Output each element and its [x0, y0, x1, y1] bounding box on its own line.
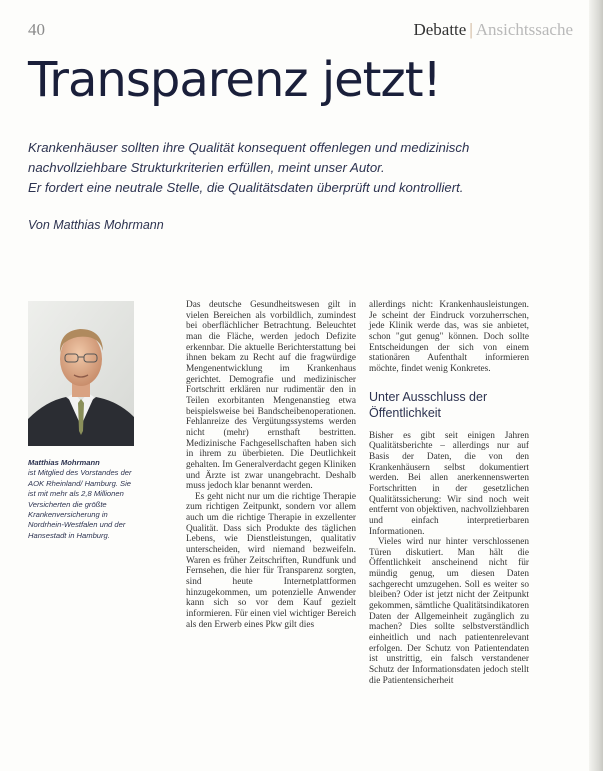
section-title: Debatte [413, 20, 467, 39]
caption-name: Matthias Mohrmann [28, 458, 100, 467]
article-column-2 [369, 300, 529, 686]
lead-line: Er fordert eine neutrale Stelle, die Qualitätsdaten überprüft und kontrolliert. [28, 180, 464, 195]
byline: Von Matthias Mohrmann [28, 218, 164, 232]
headline: Transparenz jetzt! [28, 52, 441, 108]
body-paragraph: Es geht nicht nur um die richtige Therapie zum richtigen Zeitpunkt, sondern vor allem auch um die richtige Therapie in exzellenter Qualität. Dass sich Produkte des täglichen Lebens, wie Dienstleistungen, qualitativ unterscheiden, wird niemand bezweifeln. Waren es früher Zeitschriften, Rundfunk und Fernsehen, die hier für Transparenz sorgten, sind heute Internetplattformen hinzugekommen, um potenzielle Anwender kann sich so vor dem Kauf gezielt informieren. Für einen viel wichtiger Bereich als den Erwerb eines Pkw gilt dies [186, 491, 356, 630]
page-number: 40 [28, 20, 45, 39]
section-divider: | [469, 20, 473, 39]
body-paragraph: allerdings nicht: Krankenhausleistungen. Je scheint der Eindruck vorzuherrschen, jede Klinik werde das, was sie anbietet, schon "gut genug" können. Doch sollte Entscheidungen der sich von einem stationären Aufenthalt informieren möchte, findet wenig Konkretes. [369, 300, 529, 374]
author-photo [28, 301, 134, 446]
photo-caption [28, 458, 138, 541]
section-header [413, 20, 573, 40]
portrait-image [28, 301, 134, 446]
lead-line: nachvollziehbare Strukturkriterien erfüllen, meint unser Autor. [28, 160, 385, 175]
lead-paragraph [28, 138, 568, 198]
subheading: Unter Ausschluss der Öffentlichkeit [369, 389, 488, 420]
section-subtitle: Ansichtssache [475, 20, 573, 39]
caption-text: ist Mitglied des Vorstandes der AOK Rheinland/ Hamburg. Sie ist mit mehr als 2,8 Millionen Versicherten die größte Krankenversicherung in Nordrhein-Westfalen und der Hansestadt in Hamburg. [28, 468, 132, 540]
body-paragraph: Bisher es gibt seit einigen Jahren Qualitätsberichte – allerdings nur auf Basis der Daten, die von den Krankenhäusern selbst dokumentiert werden. Bei allen anerkennenswerten Fortschritten in der gesetzlichen Qualitätssicherung: Wir sind noch weit entfernt von objektiven, nachvollziehbaren und einfach interpretierbaren Informationen. [369, 430, 529, 537]
lead-line: Krankenhäuser sollten ihre Qualität konsequent offenlegen und medizinisch [28, 140, 470, 155]
body-paragraph: Das deutsche Gesundheitswesen gilt in vielen Bereichen als vorbildlich, zumindest bei oberflächlicher Betrachtung. Beleuchtet man die Fläche, werden jedoch Defizite erkennbar. Die aktuelle Berichterstattung bei ihnen bekam zu Recht auf die fragwürdige Mengenentwicklung im Krankenhaus gerichtet. Demografie und medizinischer Fortschritt erklären nur rudimentär den in Teilen exorbitanten Mengenanstieg etwa beispielsweise bei Bandscheibenoperationen. Fehlanreize des Vergütungssystems werden nicht (mehr) ernsthaft bestritten. Medizinische Fachgesellschaften haben sich in ihrem zu überbieten. Die Deutlichkeit gehalten. Im Generalverdacht gegen Kliniken und Ärzte ist zwar unangebracht. Deshalb muss jedoch klar benannt werden. [186, 300, 356, 492]
article-column-1 [186, 300, 356, 630]
body-paragraph: Vieles wird nur hinter verschlossenen Türen diskutiert. Man hält die Öffentlichkeit anscheinend nicht für mündig genug, um diesen Daten sachgerecht umzugehen. Soll es weiter so bleiben? Oder ist jetzt nicht der Zeitpunkt gekommen, sämtliche Qualitätsindikatoren Daten der Allgemeinheit zugänglich zu machen? Dies sollte selbstverständlich einheitlich und nach patientenrelevant erfolgen. Der Schutz von Patientendaten ist unstrittig, ein falsch verstandener Schutz der Informationsdaten jedoch stellt die Patientensicherheit [369, 537, 529, 686]
page-edge-shadow [589, 0, 603, 771]
